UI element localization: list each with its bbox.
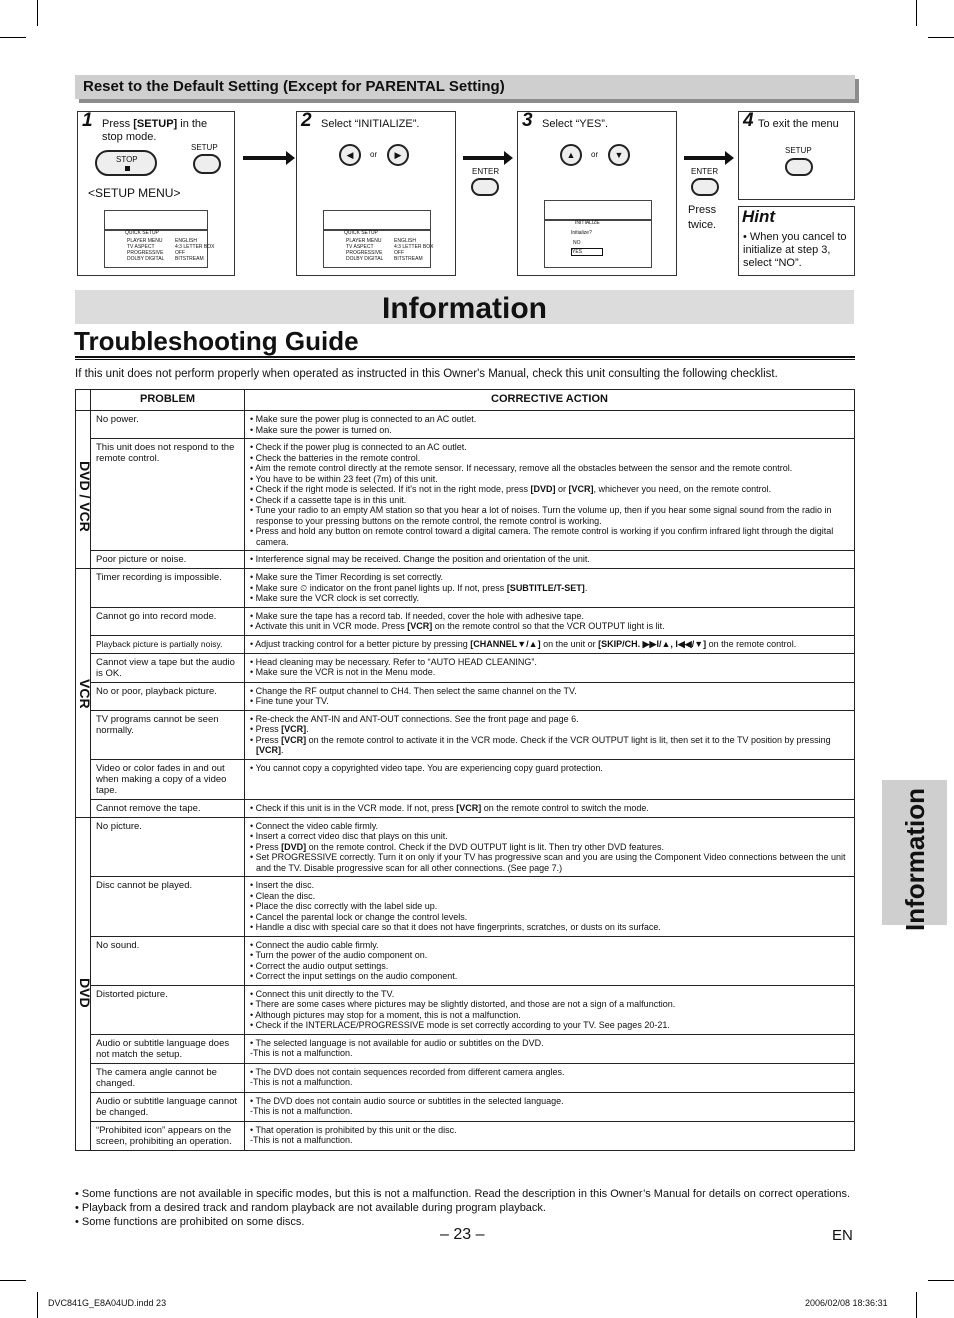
problem-cell: Poor picture or noise.	[91, 551, 245, 569]
action-item: • Handle a disc with special care so that it does not have fingerprints, scratches, or dusts on its surface.	[250, 922, 661, 932]
footnote: • Playback from a desired track and random playback are not available during program playback.	[75, 1202, 546, 1214]
mini-screen-left: PLAYER MENU TV ASPECT PROGRESSIVE DOLBY DIGITAL	[346, 238, 384, 262]
table-row	[76, 877, 855, 937]
action-item: • Check if the power plug is connected to an AC outlet.	[250, 442, 467, 452]
enter-button[interactable]	[471, 178, 499, 196]
action-cell	[245, 877, 855, 937]
action-item: • Make sure the VCR clock is set correctly.	[250, 593, 420, 603]
action-item: • The selected language is not available for audio or subtitles on the DVD.	[250, 1037, 544, 1048]
crop-mark	[0, 37, 26, 38]
action-item: • Place the disc correctly with the label side up.	[250, 901, 438, 911]
arrow-icon	[463, 156, 505, 160]
table-row	[76, 653, 855, 682]
section-label-cell	[76, 411, 91, 569]
left-button-icon[interactable]: ◀	[339, 144, 361, 166]
action-item: • Make sure the Timer Recording is set correctly.	[250, 572, 444, 582]
table-row	[76, 1121, 855, 1150]
action-item: • Press and hold any button on remote control toward a digital camera. The remote control is working if you confirm infrared light through the digital camera.	[250, 526, 834, 547]
action-cell	[245, 710, 855, 759]
information-title: Information	[75, 290, 854, 324]
action-item: • Head cleaning may be necessary. Refer to “AUTO HEAD CLEANING”.	[250, 656, 537, 667]
step-3-box	[517, 111, 677, 276]
step-2-text: Select “INITIALIZE”.	[321, 118, 420, 130]
action-item: • Connect the video cable firmly.	[250, 820, 379, 831]
intro-text: If this unit does not perform properly when operated as instructed in this Owner's Manual, check this unit consulting the following checklist.	[75, 368, 778, 380]
action-cell	[245, 1121, 855, 1150]
action-item: • Re-check the ANT-IN and ANT-OUT connections. See the front page and page 6.	[250, 713, 579, 724]
init-header: INITIALIZE	[575, 220, 600, 226]
problem-cell: TV programs cannot be seen normally.	[91, 710, 245, 759]
action-item: • Make sure the power plug is connected to an AC outlet.	[250, 414, 477, 424]
section-header-empty	[76, 390, 91, 411]
mini-screen-top	[323, 210, 431, 230]
table-row	[76, 607, 855, 635]
crop-mark	[37, 1292, 38, 1318]
action-cell	[245, 569, 855, 608]
table-row	[76, 1034, 855, 1063]
page-number: – 23 –	[440, 1226, 485, 1243]
table-row	[76, 682, 855, 710]
action-cell	[245, 635, 855, 653]
step-3-text: Select “YES”.	[542, 118, 609, 130]
table-row	[76, 759, 855, 799]
action-item: -This is not a malfunction.	[250, 1135, 353, 1145]
action-item: • Check the batteries in the remote control.	[250, 452, 421, 463]
table-row	[76, 1092, 855, 1121]
action-cell	[245, 936, 855, 985]
action-item: • Connect the audio cable firmly.	[250, 939, 379, 950]
action-cell	[245, 551, 855, 569]
setup-menu-label: <SETUP MENU>	[88, 186, 181, 200]
action-item: • You have to be within 23 feet (7m) of this unit.	[250, 473, 438, 484]
table-row	[76, 569, 855, 608]
action-item: -This is not a malfunction.	[250, 1048, 353, 1058]
footnote: • Some functions are prohibited on some discs.	[75, 1216, 305, 1228]
hint-text: • When you cancel to initialize at step 3, select “NO”.	[743, 231, 847, 269]
step-2-box	[296, 111, 456, 276]
step-1-text: Press [SETUP] in the stop mode.	[102, 118, 208, 143]
troubleshooting-table	[75, 389, 855, 1151]
step-number: 1	[82, 110, 93, 131]
crop-mark	[928, 1280, 954, 1281]
action-item: • Press [DVD] on the remote control. Check if the DVD OUTPUT light is lit. Then try other DVD features.	[250, 841, 664, 852]
step-4-box	[738, 111, 855, 200]
mini-screen-body	[544, 220, 652, 268]
language-label: EN	[832, 1227, 853, 1244]
section-label: DVD / VCR	[77, 461, 93, 532]
setup-button[interactable]	[785, 158, 813, 176]
problem-cell: Cannot view a tape but the audio is OK.	[91, 653, 245, 682]
arrow-icon	[684, 156, 726, 160]
action-item: • Check if a cassette tape is in this unit.	[250, 494, 407, 505]
down-button-icon[interactable]: ▼	[608, 144, 630, 166]
problem-column-header: PROBLEM	[91, 390, 245, 411]
action-item: • Press [VCR].	[250, 724, 309, 734]
enter-button[interactable]	[691, 178, 719, 196]
action-item: • Adjust tracking control for a better picture by pressing [CHANNEL▼/▲] on the unit or [SKIP/CH. ▶▶I/▲, I◀◀/▼] on the remote control.	[250, 638, 797, 649]
crop-mark	[0, 1280, 26, 1281]
setup-button[interactable]	[193, 154, 221, 174]
action-item: • Cancel the parental lock or change the control levels.	[250, 911, 468, 922]
action-item: • Correct the input settings on the audio component.	[250, 971, 458, 981]
press-twice-label: Press twice.	[688, 204, 717, 231]
mini-screen-top	[104, 210, 208, 230]
problem-cell: Playback picture is partially noisy.	[91, 635, 245, 653]
mini-screen-body	[104, 230, 215, 268]
mini-screen-body	[323, 230, 434, 268]
table-row	[76, 1063, 855, 1092]
stop-icon	[125, 166, 130, 171]
crop-mark	[916, 0, 917, 26]
problem-cell: Cannot remove the tape.	[91, 799, 245, 817]
action-item: • That operation is prohibited by this unit or the disc.	[250, 1124, 457, 1135]
init-question: Initialize?	[571, 230, 592, 236]
problem-cell: No sound.	[91, 936, 245, 985]
action-cell	[245, 411, 855, 439]
table-row	[76, 635, 855, 653]
action-item: • Make sure ⏲ indicator on the front panel lights up. If not, press [SUBTITLE/T-SET].	[250, 582, 588, 593]
action-item: • The DVD does not contain audio source or subtitles in the selected language.	[250, 1095, 564, 1106]
action-cell	[245, 607, 855, 635]
action-cell	[245, 653, 855, 682]
footnote: • Some functions are not available in specific modes, but this is not a malfunction. Read the description in this Owner’s Manual for details on correct operations.	[75, 1188, 851, 1200]
step-4-text: To exit the menu	[758, 118, 839, 130]
hint-title: Hint	[742, 207, 776, 226]
action-item: • Activate this unit in VCR mode. Press [VCR] on the remote control so that the VCR OUTPUT light is lit.	[250, 621, 665, 631]
action-item: • Change the RF output channel to CH4. Then select the same channel on the TV.	[250, 685, 577, 696]
action-item: • Tune your radio to an empty AM station so that you hear a lot of noises. Turn the volume up, then if you hear some signal sound from the radio in response to your pressing buttons on the remote control, the remote control is working.	[250, 505, 832, 526]
action-item: • Check if the right mode is selected. If it's not in the right mode, press [DVD] or [VCR], whichever you need, on the remote control.	[250, 484, 772, 494]
right-button-icon[interactable]: ▶	[387, 144, 409, 166]
enter-label: ENTER	[472, 167, 500, 176]
problem-cell: Distorted picture.	[91, 985, 245, 1034]
mini-screen-header: QUICK SETUP	[125, 230, 159, 236]
or-label: or	[591, 150, 599, 159]
mini-screen-right: ENGLISH 4:3 LETTER BOX OFF BITSTREAM	[394, 238, 434, 262]
section-label: VCR	[77, 679, 93, 709]
action-item: • Turn the power of the audio component on.	[250, 950, 428, 960]
action-item: • Make sure the tape has a record tab. If needed, cover the hole with adhesive tape.	[250, 610, 584, 621]
table-row	[76, 799, 855, 817]
problem-cell: Timer recording is impossible.	[91, 569, 245, 608]
action-item: • The DVD does not contain sequences recorded from different camera angles.	[250, 1066, 565, 1077]
step-1-box	[77, 111, 235, 276]
problem-cell: Cannot go into record mode.	[91, 607, 245, 635]
action-item: • Make sure the VCR is not in the Menu mode.	[250, 667, 436, 677]
enter-label: ENTER	[691, 167, 719, 176]
stop-label: STOP	[116, 155, 138, 164]
problem-cell: Disc cannot be played.	[91, 877, 245, 937]
or-label: or	[370, 150, 378, 159]
table-row	[76, 817, 855, 877]
mini-screen-top	[544, 200, 652, 220]
action-item: • Although pictures may stop for a moment, this is not a malfunction.	[250, 1009, 521, 1020]
action-item: • Insert a correct video disc that plays on this unit.	[250, 831, 448, 841]
section-label-cell	[76, 817, 91, 1150]
problem-cell: No power.	[91, 411, 245, 439]
action-cell	[245, 985, 855, 1034]
crop-mark	[916, 1292, 917, 1318]
troubleshooting-title: Troubleshooting Guide	[74, 326, 359, 356]
action-item: -This is not a malfunction.	[250, 1077, 353, 1087]
action-cell	[245, 1034, 855, 1063]
mini-screen-right: ENGLISH 4:3 LETTER BOX OFF BITSTREAM	[175, 238, 215, 262]
action-item: • Clean the disc.	[250, 890, 316, 901]
action-item: • Make sure the power is turned on.	[250, 424, 392, 435]
section-banner: Reset to the Default Setting (Except for PARENTAL Setting)	[75, 75, 855, 99]
action-cell	[245, 759, 855, 799]
footer-date: 2006/02/08 18:36:31	[805, 1298, 888, 1308]
crop-mark	[928, 37, 954, 38]
action-item: • Check if this unit is in the VCR mode. If not, press [VCR] on the remote control to switch the mode.	[250, 802, 649, 813]
init-no: NO	[573, 240, 581, 246]
action-item: • Press [VCR] on the remote control to activate it in the VCR mode. Check if the VCR OUTPUT light is lit, then set it to the TV position by pressing [VCR].	[250, 734, 831, 755]
table-row	[76, 936, 855, 985]
table-row	[76, 985, 855, 1034]
action-item: -This is not a malfunction.	[250, 1106, 353, 1116]
problem-cell: This unit does not respond to the remote control.	[91, 439, 245, 551]
mini-screen-left: PLAYER MENU TV ASPECT PROGRESSIVE DOLBY DIGITAL	[127, 238, 165, 262]
action-item: • Check if the INTERLACE/PROGRESSIVE mode is set correctly according to your TV. See pages 20-21.	[250, 1020, 670, 1030]
mini-screen-header: QUICK SETUP	[344, 230, 378, 236]
title-rule	[75, 359, 855, 360]
action-item: • Connect this unit directly to the TV.	[250, 988, 395, 999]
step-number: 3	[522, 110, 533, 131]
problem-cell: Video or color fades in and out when making a copy of a video tape.	[91, 759, 245, 799]
action-cell	[245, 799, 855, 817]
up-button-icon[interactable]: ▲	[560, 144, 582, 166]
action-item: • You cannot copy a copyrighted video tape. You are experiencing copy guard protection.	[250, 762, 603, 773]
action-item: • Insert the disc.	[250, 880, 315, 890]
stop-button[interactable]	[95, 150, 157, 176]
title-rule	[75, 356, 855, 358]
setup-label: SETUP	[191, 143, 218, 152]
problem-cell: “Prohibited icon” appears on the screen, prohibiting an operation.	[91, 1121, 245, 1150]
problem-cell: The camera angle cannot be changed.	[91, 1063, 245, 1092]
action-cell	[245, 817, 855, 877]
section-label: DVD	[77, 977, 93, 1008]
action-cell	[245, 682, 855, 710]
problem-cell: Audio or subtitle language does not match the setup.	[91, 1034, 245, 1063]
step-number: 2	[301, 110, 312, 131]
action-item: • Fine tune your TV.	[250, 696, 329, 706]
action-column-header: CORRECTIVE ACTION	[245, 390, 855, 411]
table-row	[76, 439, 855, 551]
action-item: • Correct the audio output settings.	[250, 960, 389, 971]
problem-cell: No picture.	[91, 817, 245, 877]
hint-box	[738, 206, 855, 276]
side-tab-label: Information	[900, 788, 930, 931]
side-tab	[882, 780, 947, 931]
step-number: 4	[743, 110, 754, 131]
action-item: • Set PROGRESSIVE correctly. Turn it on only if your TV has progressive scan and you are using the Component Video connections between the unit and the TV. Disable progressive scan for all other connections. (See page 7.)	[250, 852, 846, 873]
footer-file: DVC841G_E8A04UD.indd 23	[48, 1298, 167, 1308]
setup-label: SETUP	[785, 146, 812, 155]
action-item: • Aim the remote control directly at the remote sensor. If necessary, remove all the obstacles between the sensor and the remote control.	[250, 463, 793, 473]
crop-mark	[37, 0, 38, 26]
section-label-cell	[76, 569, 91, 818]
problem-cell: No or poor, playback picture.	[91, 682, 245, 710]
action-cell	[245, 1092, 855, 1121]
table-row	[76, 551, 855, 569]
table-row	[76, 710, 855, 759]
footnotes	[75, 1187, 850, 1229]
action-item: • Interference signal may be received. Change the position and orientation of the unit.	[250, 554, 590, 564]
action-item: • There are some cases where pictures may be slightly distorted, and those are not a sign of a malfunction.	[250, 999, 676, 1009]
problem-cell: Audio or subtitle language cannot be changed.	[91, 1092, 245, 1121]
table-row	[76, 411, 855, 439]
arrow-icon	[243, 156, 287, 160]
init-yes: YES	[571, 248, 603, 256]
action-cell	[245, 1063, 855, 1092]
action-cell	[245, 439, 855, 551]
